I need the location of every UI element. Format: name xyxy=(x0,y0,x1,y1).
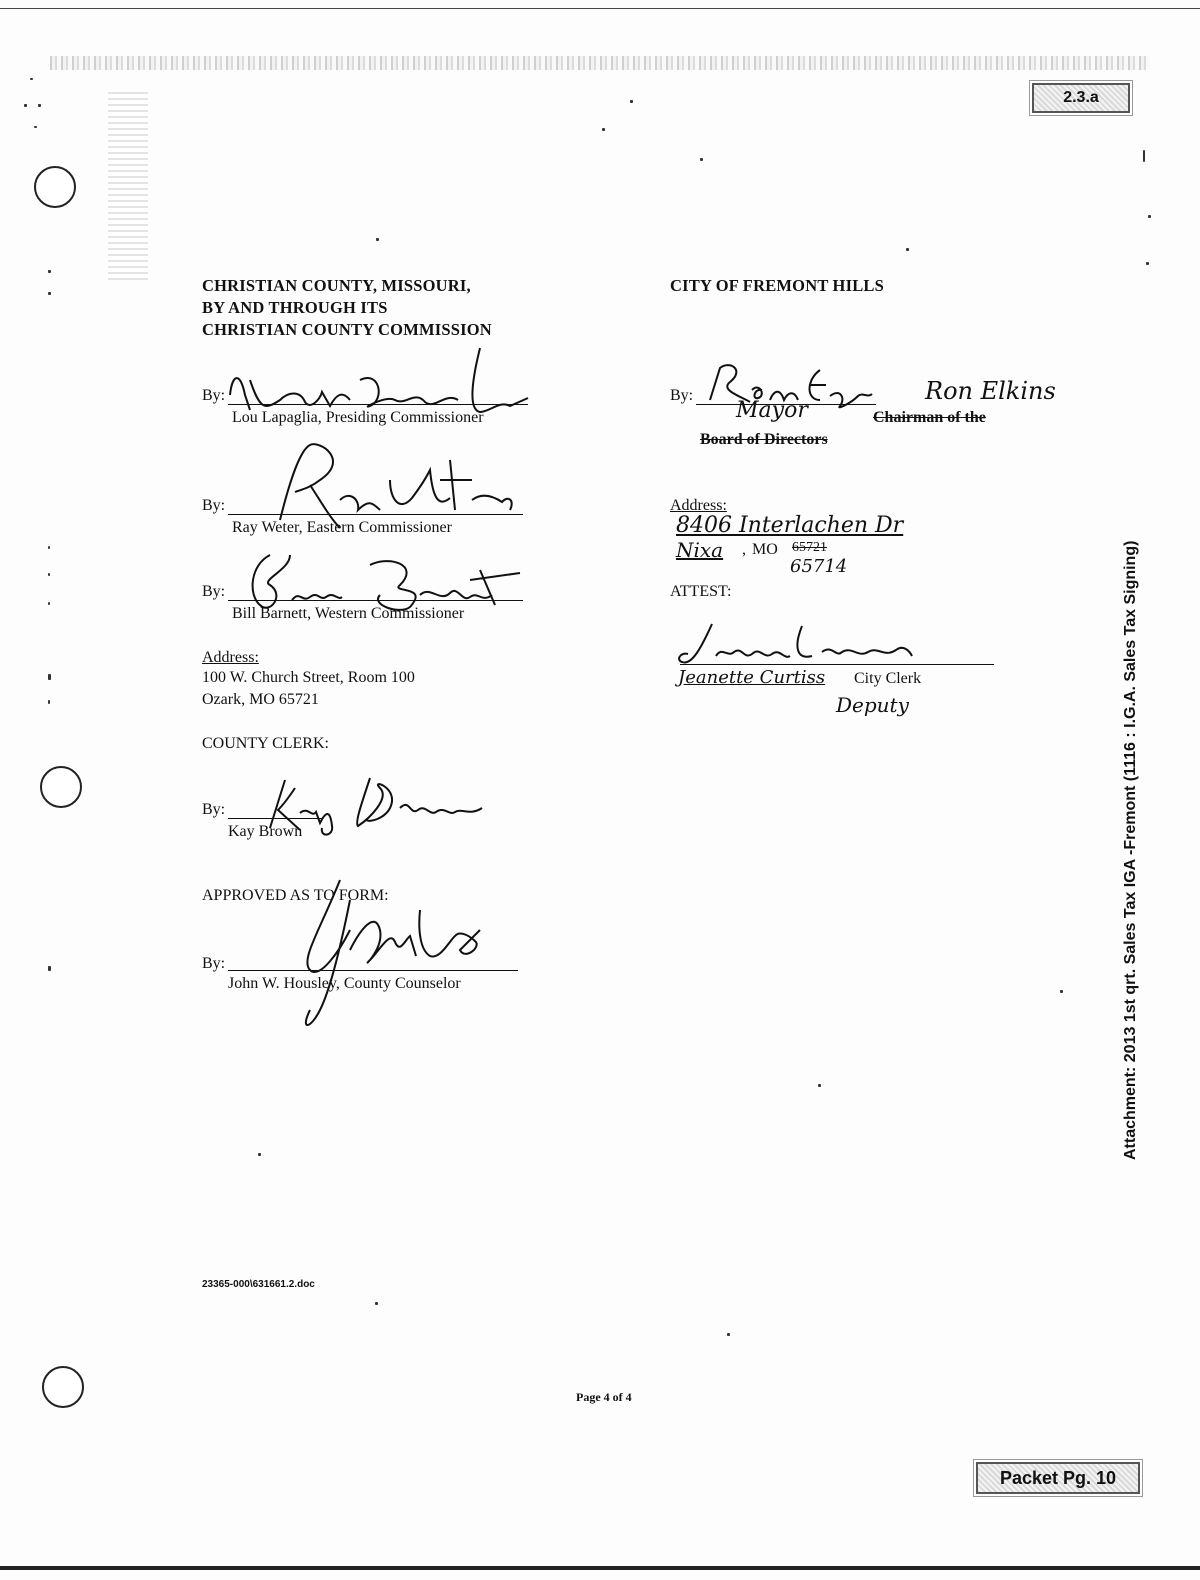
right-heading: CITY OF FREMONT HILLS xyxy=(670,276,884,295)
county-address-line-2: Ozark, MO 65721 xyxy=(202,691,319,708)
city-address-state: MO xyxy=(752,541,778,558)
speck xyxy=(48,292,51,295)
signature-housley xyxy=(280,870,510,1040)
top-scan-noise xyxy=(50,56,1150,70)
page-number: Page 4 of 4 xyxy=(576,1390,632,1404)
struck-title-line-1: Chairman of the xyxy=(873,409,986,426)
city-address-street-hand: 8406 Interlachen Dr xyxy=(676,513,904,538)
attest-signature-line xyxy=(680,664,994,665)
by-label: By: xyxy=(202,583,226,600)
signer-name-weter: Ray Weter, Eastern Commissioner xyxy=(232,519,452,536)
speck xyxy=(48,573,50,576)
speck xyxy=(1060,990,1063,993)
speck xyxy=(48,602,50,605)
by-label: By: xyxy=(202,801,226,818)
speck xyxy=(48,966,51,971)
attest-name-hand: Jeanette Curtiss xyxy=(678,667,826,688)
top-scan-edge xyxy=(0,8,1200,10)
by-label: By: xyxy=(670,387,694,404)
struck-title-line-2: Board of Directors xyxy=(700,431,828,448)
zip-hand: 65714 xyxy=(790,556,848,577)
agenda-item-badge: 2.3.a xyxy=(1032,83,1130,113)
county-address-line-1: 100 W. Church Street, Room 100 xyxy=(202,669,415,686)
speck xyxy=(258,1153,261,1156)
speck xyxy=(38,104,41,107)
speck xyxy=(700,158,703,161)
counselor-name: John W. Housley, County Counselor xyxy=(228,975,461,992)
speck xyxy=(630,100,633,103)
speck xyxy=(24,104,27,107)
speck xyxy=(1146,262,1149,265)
county-clerk-label: COUNTY CLERK: xyxy=(202,735,329,752)
left-heading-line-1: CHRISTIAN COUNTY, MISSOURI, xyxy=(202,276,471,295)
by-label: By: xyxy=(202,497,226,514)
attachment-side-label: Attachment: 2013 1st qrt. Sales Tax IGA -Fremont (1116 : I.G.A. Sales Tax Signing) xyxy=(1122,540,1139,1160)
punch-hole-bottom xyxy=(42,1366,84,1408)
city-address-label: Address: xyxy=(670,497,727,514)
speck xyxy=(30,78,33,80)
approved-as-to-form-label: APPROVED AS TO FORM: xyxy=(202,887,389,904)
speck xyxy=(818,1084,821,1087)
speck xyxy=(48,546,50,549)
speck xyxy=(1148,215,1151,218)
document-id: 23365-000\631661.2.doc xyxy=(202,1279,315,1290)
deputy-hand: Deputy xyxy=(836,693,909,717)
left-scan-noise xyxy=(108,90,148,280)
zip-struck: 65721 xyxy=(792,540,827,555)
speck xyxy=(906,248,909,251)
attest-label: ATTEST: xyxy=(670,583,732,600)
by-label: By: xyxy=(202,387,226,404)
packet-page-badge: Packet Pg. 10 xyxy=(976,1462,1140,1494)
clerk-name: Kay Brown xyxy=(228,823,303,840)
speck xyxy=(1143,150,1145,162)
signer-title-hand: Mayor xyxy=(736,398,808,423)
speck xyxy=(727,1333,730,1336)
speck xyxy=(602,128,605,131)
speck xyxy=(48,270,51,273)
left-heading-line-2: BY AND THROUGH ITS xyxy=(202,298,388,317)
signer-name-hand-elkins: Ron Elkins xyxy=(925,377,1056,405)
city-clerk-label: City Clerk xyxy=(854,670,922,687)
county-address-label: Address: xyxy=(202,649,259,666)
speck xyxy=(48,674,51,680)
signer-name-barnett: Bill Barnett, Western Commissioner xyxy=(232,605,465,622)
bottom-scan-edge xyxy=(0,1566,1200,1570)
city-address-city-hand: Nixa xyxy=(676,538,724,562)
by-label: By: xyxy=(202,955,226,972)
speck xyxy=(34,126,37,128)
speck xyxy=(376,238,379,241)
punch-hole-middle xyxy=(40,766,82,808)
left-heading-line-3: CHRISTIAN COUNTY COMMISSION xyxy=(202,320,492,339)
signer-name-lapaglia: Lou Lapaglia, Presiding Commissioner xyxy=(232,409,484,426)
city-address-comma: , xyxy=(742,541,746,558)
speck xyxy=(375,1302,378,1305)
speck xyxy=(48,700,50,704)
punch-hole-top xyxy=(34,166,76,208)
